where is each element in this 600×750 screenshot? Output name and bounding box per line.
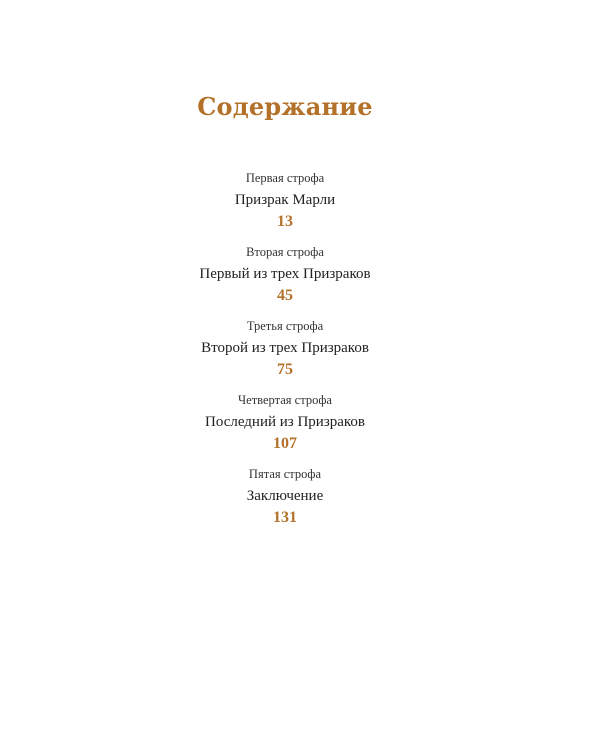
toc-entry[interactable] [0,318,570,392]
toc-entry-page-number: 45 [277,287,293,304]
toc-entry[interactable] [0,466,570,540]
toc-entry-title: Второй из трех Призраков [201,340,369,356]
page-title: Содержание [197,92,373,121]
toc-entry-page-number: 107 [273,435,297,452]
toc-entry-part: Четвертая строфа [238,393,332,407]
toc-entry-page-number: 13 [277,213,293,230]
toc-entry-title: Первый из трех Призраков [199,266,371,282]
toc-entry[interactable] [0,170,570,244]
toc-entry-part: Третья строфа [246,319,324,333]
toc-entry[interactable] [0,392,570,466]
toc-entry-part: Вторая строфа [246,245,324,259]
toc-entry-title: Призрак Марли [234,192,336,208]
toc-entry-page-number: 131 [273,509,297,526]
table-of-contents [0,170,570,540]
toc-entry-title: Последний из Призраков [204,414,366,430]
toc-entry-title: Заключение [246,488,324,504]
toc-entry-part: Пятая строфа [248,467,322,481]
toc-entry[interactable] [0,244,570,318]
toc-entry-page-number: 75 [277,361,293,378]
toc-entry-part: Первая строфа [245,171,325,185]
